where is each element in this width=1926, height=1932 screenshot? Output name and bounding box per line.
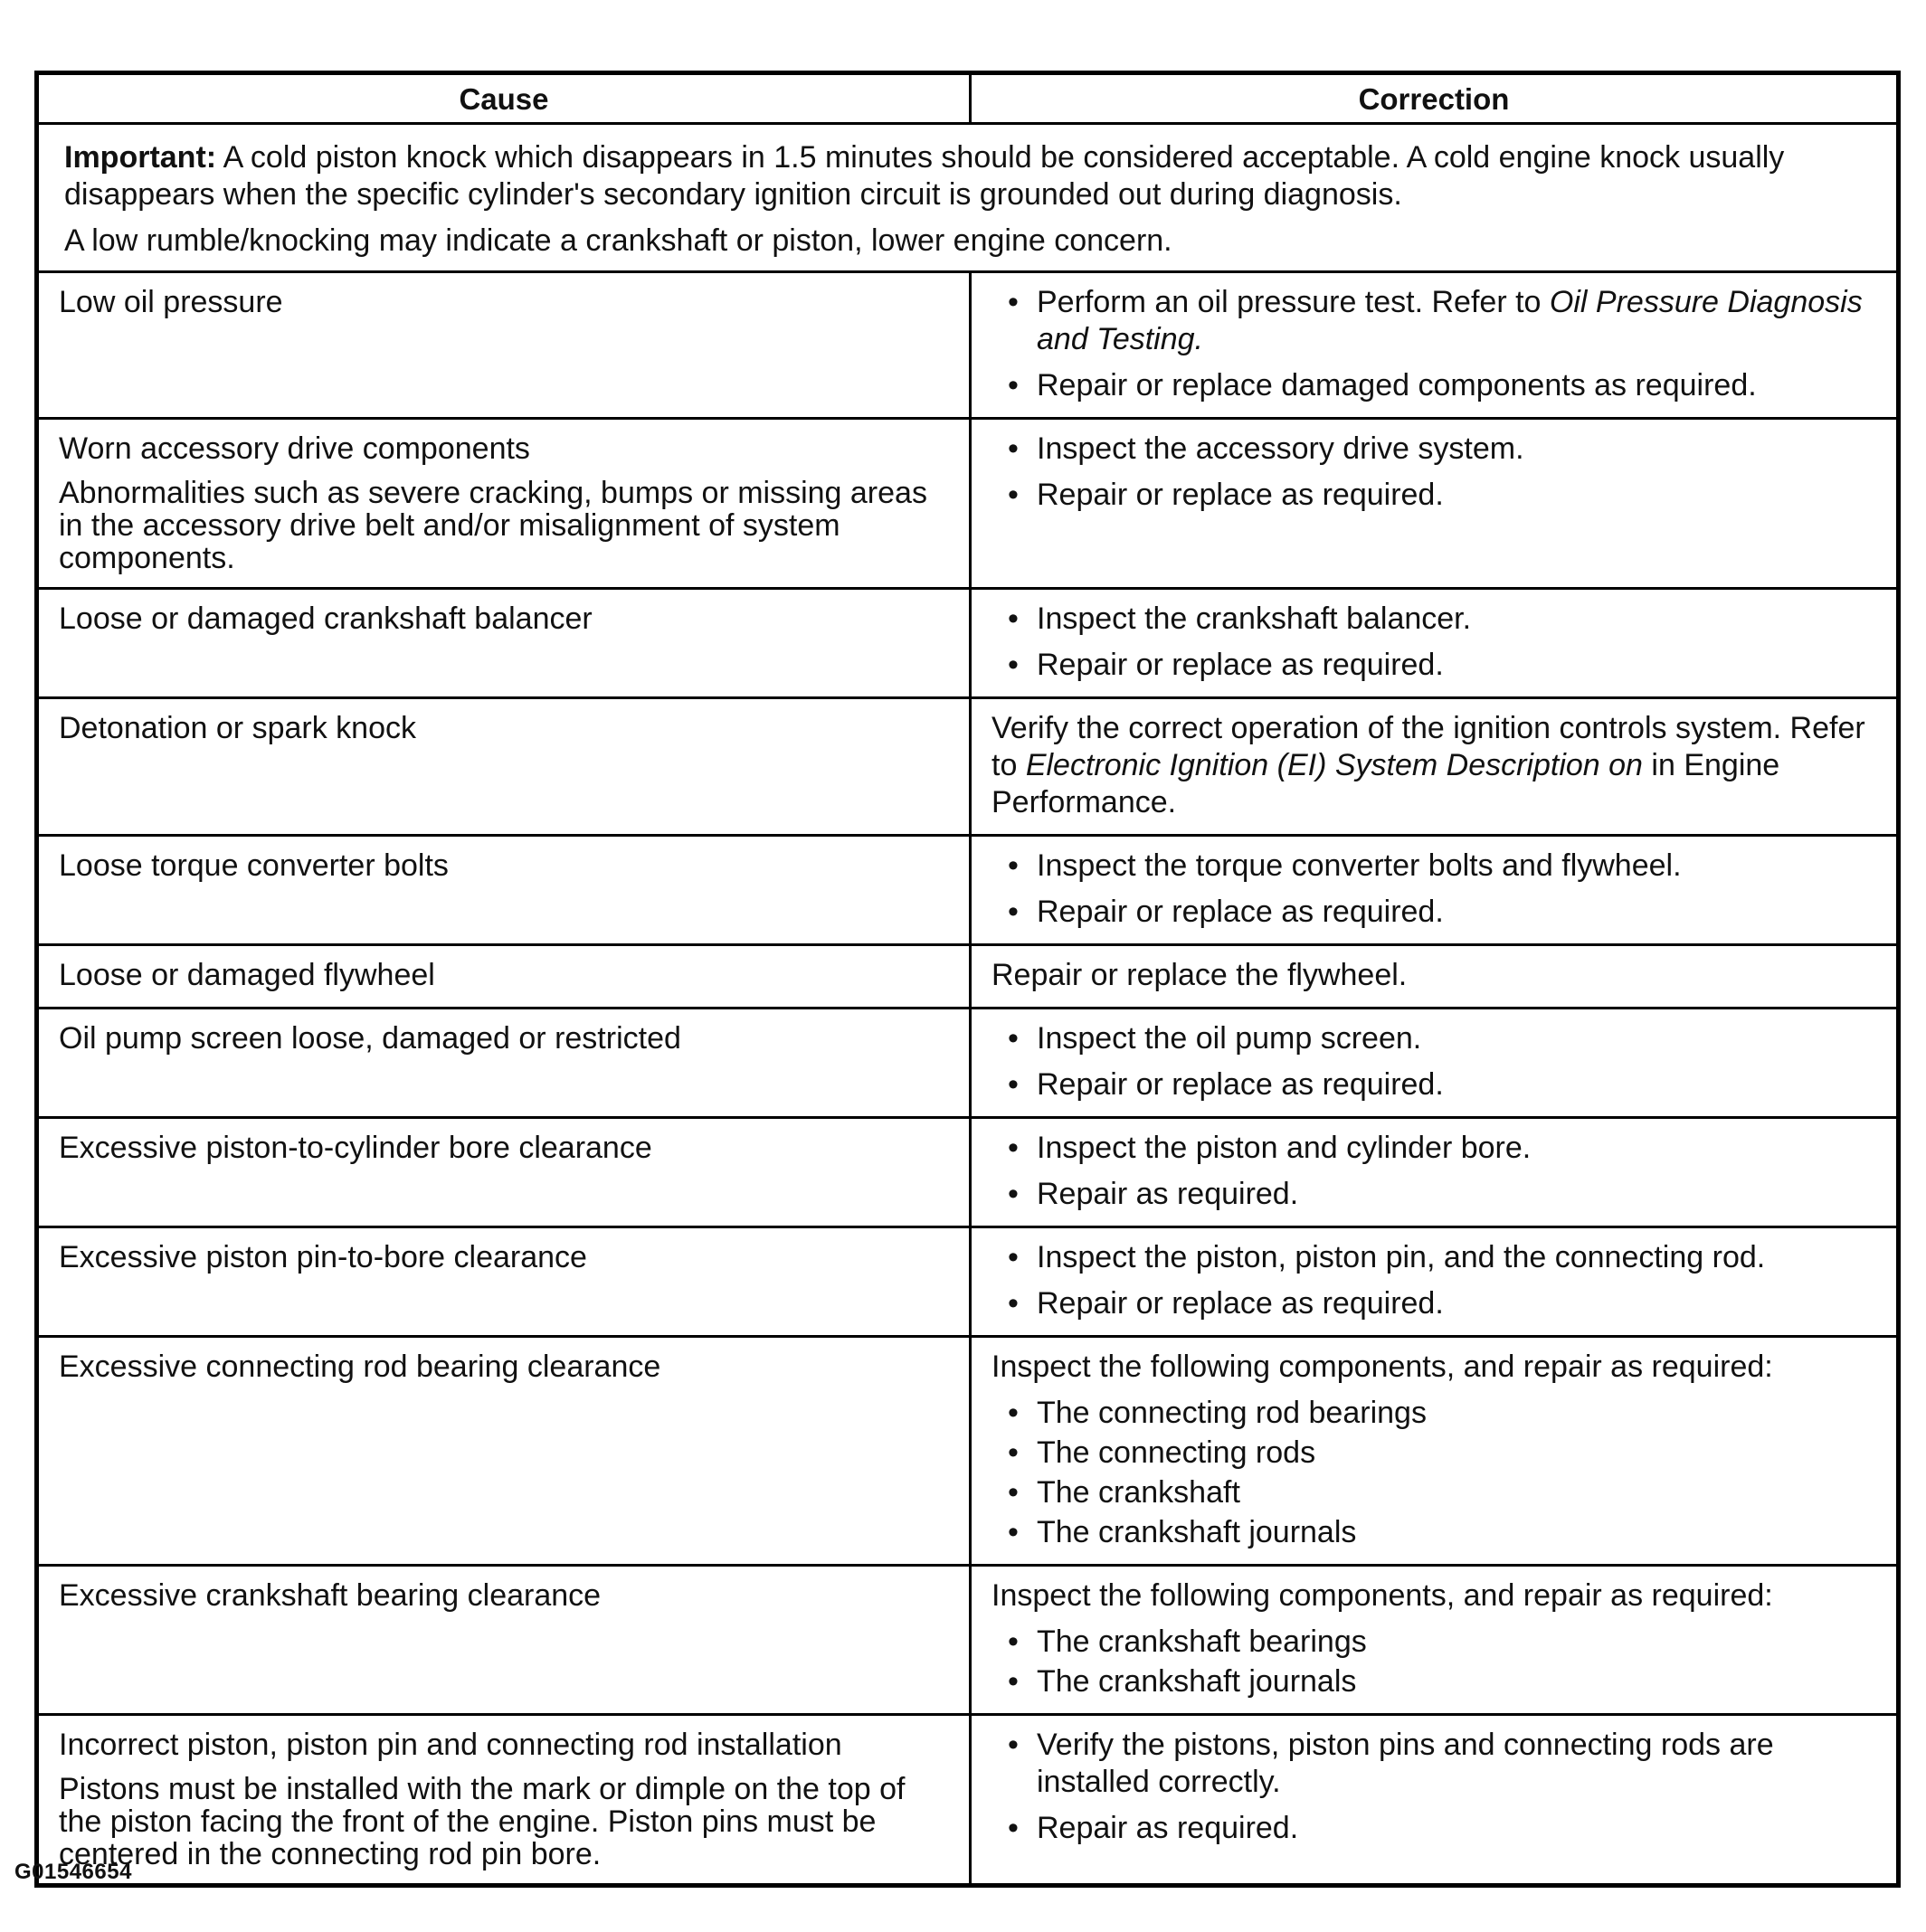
cause-text: Loose torque converter bolts bbox=[59, 848, 449, 883]
list-item bbox=[1004, 848, 1883, 885]
correction-text: The crankshaft journals bbox=[1037, 1664, 1357, 1699]
cause-correction-table bbox=[34, 71, 1901, 1888]
correction-text: The crankshaft journals bbox=[1037, 1515, 1357, 1549]
correction-cell bbox=[971, 1227, 1899, 1337]
bullet-icon: • bbox=[1008, 1624, 1019, 1659]
header-row bbox=[37, 73, 1899, 124]
bullet-icon: • bbox=[1008, 285, 1019, 319]
correction-list bbox=[991, 601, 1883, 684]
cause-cell bbox=[37, 1337, 971, 1566]
list-item bbox=[1004, 1395, 1883, 1432]
important-paragraph bbox=[64, 139, 1876, 213]
cause-text: Low oil pressure bbox=[59, 285, 283, 319]
list-item bbox=[1004, 1624, 1883, 1661]
list-item bbox=[1004, 1239, 1883, 1276]
correction-cell bbox=[971, 1118, 1899, 1227]
correction-text: Repair or replace as required. bbox=[1037, 895, 1444, 929]
bullet-icon: • bbox=[1008, 1396, 1019, 1430]
list-item bbox=[1004, 477, 1883, 514]
correction-intro: Inspect the following components, and repair as required: bbox=[991, 1578, 1773, 1613]
list-item bbox=[1004, 1435, 1883, 1472]
bullet-icon: • bbox=[1008, 1067, 1019, 1102]
cause-text: Incorrect piston, piston pin and connecting rod installation bbox=[59, 1728, 842, 1762]
cause-cell bbox=[37, 1227, 971, 1337]
cause-text: Worn accessory drive components bbox=[59, 431, 530, 466]
table-row bbox=[37, 945, 1899, 1009]
correction-text-pre: Verify the correct operation of the ignition controls system. Refer to bbox=[991, 711, 1865, 782]
correction-text: The connecting rod bearings bbox=[1037, 1396, 1427, 1430]
cause-cell bbox=[37, 589, 971, 698]
bullet-icon: • bbox=[1008, 895, 1019, 929]
correction-text: Inspect the torque converter bolts and flywheel. bbox=[1037, 848, 1682, 883]
table-row bbox=[37, 1118, 1899, 1227]
important-row bbox=[37, 124, 1899, 272]
diagnostic-document bbox=[34, 71, 1896, 1888]
correction-text: Inspect the oil pump screen. bbox=[1037, 1021, 1422, 1056]
correction-cell bbox=[971, 1715, 1899, 1886]
correction-list bbox=[991, 431, 1883, 514]
cause-cell bbox=[37, 698, 971, 836]
correction-list bbox=[991, 1130, 1883, 1213]
cause-cell bbox=[37, 1715, 971, 1886]
cause-text: Loose or damaged flywheel bbox=[59, 958, 435, 992]
bullet-icon: • bbox=[1008, 1515, 1019, 1549]
bullet-icon: • bbox=[1008, 1475, 1019, 1510]
bullet-icon: • bbox=[1008, 1131, 1019, 1165]
list-item bbox=[1004, 1663, 1883, 1700]
table-row bbox=[37, 698, 1899, 836]
correction-text: Inspect the piston, piston pin, and the connecting rod. bbox=[1037, 1240, 1766, 1274]
bullet-icon: • bbox=[1008, 1021, 1019, 1056]
bullet-icon: • bbox=[1008, 601, 1019, 636]
correction-cell bbox=[971, 589, 1899, 698]
correction-list bbox=[991, 1020, 1883, 1103]
bullet-icon: • bbox=[1008, 1811, 1019, 1845]
list-item bbox=[1004, 1020, 1883, 1057]
correction-text: Repair or replace damaged components as required. bbox=[1037, 368, 1757, 402]
important-text-2: A low rumble/knocking may indicate a crankshaft or piston, lower engine concern. bbox=[64, 223, 1172, 258]
correction-text: Repair as required. bbox=[1037, 1811, 1299, 1845]
correction-cell bbox=[971, 1566, 1899, 1715]
table-row bbox=[37, 419, 1899, 589]
cause-cell bbox=[37, 945, 971, 1009]
correction-cell bbox=[971, 419, 1899, 589]
cause-text: Loose or damaged crankshaft balancer bbox=[59, 601, 593, 636]
correction-intro: Inspect the following components, and repair as required: bbox=[991, 1350, 1773, 1384]
list-item bbox=[1004, 647, 1883, 684]
list-item bbox=[1004, 894, 1883, 931]
cause-cell bbox=[37, 1566, 971, 1715]
bullet-icon: • bbox=[1008, 431, 1019, 466]
correction-text: Perform an oil pressure test. Refer to bbox=[1037, 285, 1550, 319]
table-row bbox=[37, 1227, 1899, 1337]
bullet-icon: • bbox=[1008, 648, 1019, 682]
important-label: Important: bbox=[64, 140, 217, 175]
reference-link-text: Oil Pressure Diagnosis and Testing. bbox=[1037, 285, 1863, 356]
list-item bbox=[1004, 1727, 1883, 1801]
list-item bbox=[1004, 431, 1883, 468]
correction-text: Inspect the crankshaft balancer. bbox=[1037, 601, 1472, 636]
correction-cell bbox=[971, 1337, 1899, 1566]
cause-note: Pistons must be installed with the mark or dimple on the top of the piston facing the front of the engine. Piston pins must be centered in the connecting rod pin bore. bbox=[59, 1772, 906, 1871]
list-item bbox=[1004, 1130, 1883, 1167]
bullet-icon: • bbox=[1008, 1728, 1019, 1762]
correction-header: Correction bbox=[971, 73, 1899, 124]
correction-text: Inspect the piston and cylinder bore. bbox=[1037, 1131, 1532, 1165]
list-item bbox=[1004, 1514, 1883, 1551]
correction-cell bbox=[971, 698, 1899, 836]
important-text: A cold piston knock which disappears in 1.5 minutes should be considered acceptable. A cold engine knock usually disappears when the specific cylinder's secondary ignition circuit is grounded out during diagnosis. bbox=[64, 140, 1785, 212]
correction-text: Repair as required. bbox=[1037, 1177, 1299, 1211]
correction-text: The crankshaft bbox=[1037, 1475, 1240, 1510]
correction-list bbox=[991, 848, 1883, 931]
list-item bbox=[1004, 1176, 1883, 1213]
correction-text: Inspect the accessory drive system. bbox=[1037, 431, 1524, 466]
table-row bbox=[37, 1715, 1899, 1886]
list-item bbox=[1004, 1810, 1883, 1847]
bullet-icon: • bbox=[1008, 368, 1019, 402]
cause-cell bbox=[37, 1009, 971, 1118]
list-item bbox=[1004, 1474, 1883, 1511]
bullet-icon: • bbox=[1008, 478, 1019, 512]
table-row bbox=[37, 272, 1899, 419]
correction-cell bbox=[971, 836, 1899, 945]
correction-text: Verify the pistons, piston pins and connecting rods are installed correctly. bbox=[1037, 1728, 1774, 1799]
list-item bbox=[1004, 1285, 1883, 1322]
correction-list bbox=[991, 1727, 1883, 1847]
correction-cell bbox=[971, 945, 1899, 1009]
cause-cell bbox=[37, 419, 971, 589]
cause-text: Oil pump screen loose, damaged or restricted bbox=[59, 1021, 681, 1056]
bullet-icon: • bbox=[1008, 848, 1019, 883]
bullet-icon: • bbox=[1008, 1435, 1019, 1470]
reference-link-text: Electronic Ignition (EI) System Description on bbox=[1025, 748, 1643, 782]
correction-text: Repair or replace as required. bbox=[1037, 648, 1444, 682]
list-item bbox=[1004, 367, 1883, 404]
correction-cell bbox=[971, 272, 1899, 419]
cause-text: Excessive piston pin-to-bore clearance bbox=[59, 1240, 587, 1274]
correction-text bbox=[991, 710, 1883, 821]
correction-cell bbox=[971, 1009, 1899, 1118]
bullet-icon: • bbox=[1008, 1177, 1019, 1211]
correction-text: Repair or replace as required. bbox=[1037, 1286, 1444, 1321]
important-note bbox=[37, 124, 1899, 272]
correction-list bbox=[991, 1624, 1883, 1700]
table-row bbox=[37, 1337, 1899, 1566]
correction-text: The crankshaft bearings bbox=[1037, 1624, 1367, 1659]
table-row bbox=[37, 836, 1899, 945]
list-item bbox=[1004, 1066, 1883, 1103]
cause-cell bbox=[37, 1118, 971, 1227]
cause-text: Excessive connecting rod bearing clearance bbox=[59, 1350, 661, 1384]
bullet-icon: • bbox=[1008, 1240, 1019, 1274]
figure-id: G01546654 bbox=[14, 1860, 132, 1884]
cause-header: Cause bbox=[37, 73, 971, 124]
list-item bbox=[1004, 601, 1883, 638]
bullet-icon: • bbox=[1008, 1286, 1019, 1321]
correction-list bbox=[991, 284, 1883, 404]
table-row bbox=[37, 589, 1899, 698]
cause-text: Detonation or spark knock bbox=[59, 711, 416, 745]
correction-text: Repair or replace as required. bbox=[1037, 478, 1444, 512]
correction-text: The connecting rods bbox=[1037, 1435, 1316, 1470]
cause-note: Abnormalities such as severe cracking, bumps or missing areas in the accessory drive belt and/or misalignment of system components. bbox=[59, 476, 927, 575]
cause-text: Excessive piston-to-cylinder bore clearance bbox=[59, 1131, 652, 1165]
correction-text: Repair or replace as required. bbox=[1037, 1067, 1444, 1102]
list-item bbox=[1004, 284, 1883, 358]
cause-cell bbox=[37, 836, 971, 945]
correction-list bbox=[991, 1239, 1883, 1322]
correction-text-post: in Engine Performance. bbox=[991, 748, 1780, 819]
table-row bbox=[37, 1009, 1899, 1118]
cause-text: Excessive crankshaft bearing clearance bbox=[59, 1578, 602, 1613]
table-row bbox=[37, 1566, 1899, 1715]
cause-cell bbox=[37, 272, 971, 419]
correction-list bbox=[991, 1395, 1883, 1551]
bullet-icon: • bbox=[1008, 1664, 1019, 1699]
correction-text: Repair or replace the flywheel. bbox=[991, 958, 1408, 992]
